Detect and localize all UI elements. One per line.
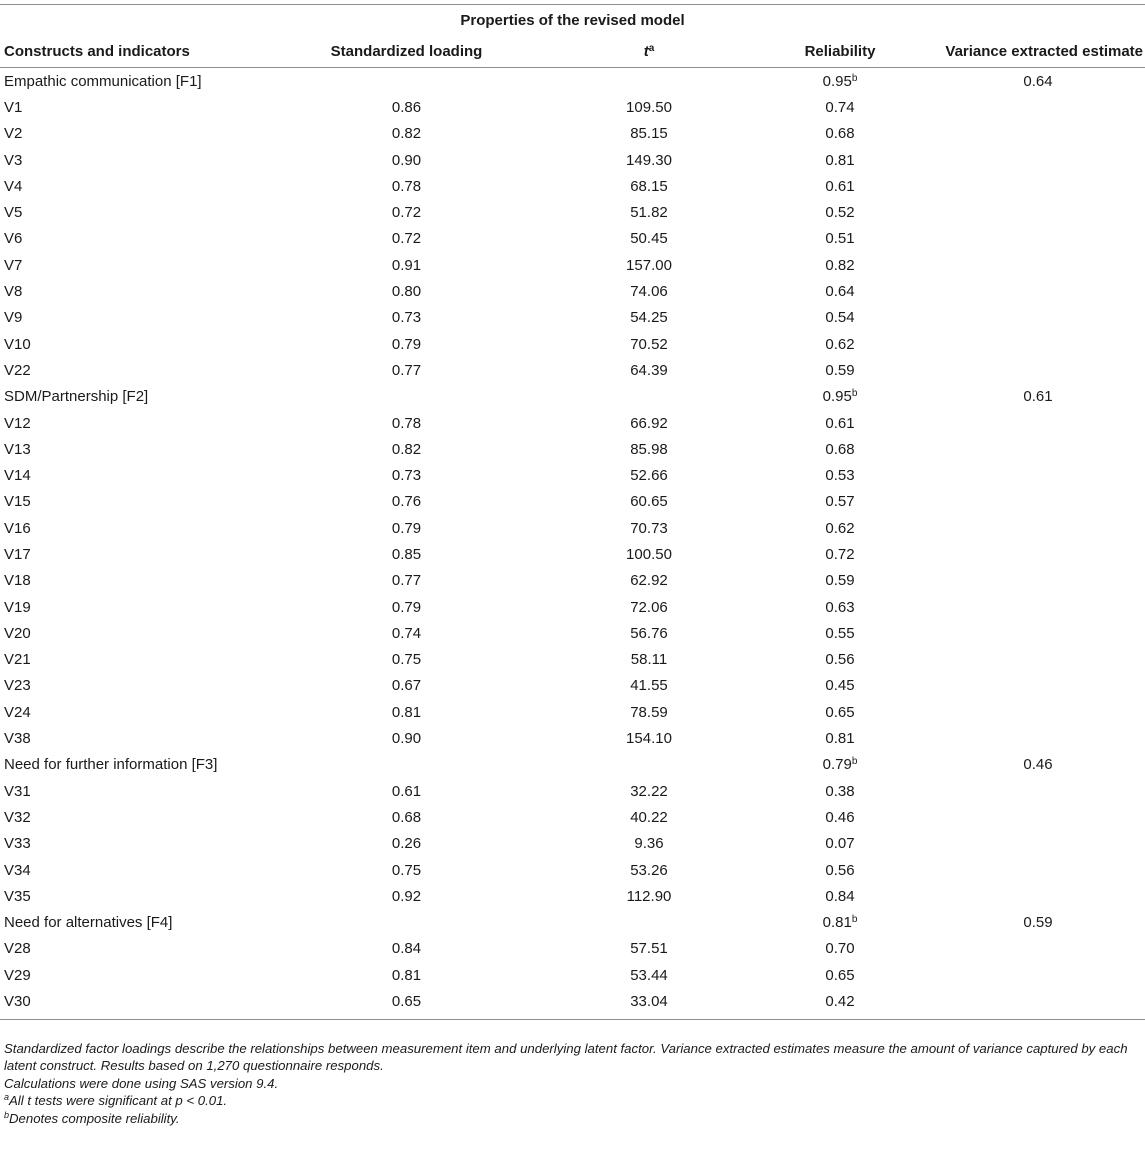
cell-loading: 0.81 [391,966,422,984]
cell-loading: 0.73 [391,309,422,327]
cell-variance [931,305,1145,331]
reliability-value: 0.52 [825,204,855,222]
indicator-row [0,252,1145,278]
cell-t: 50.45 [630,230,668,248]
cell-loading: 0.85 [391,545,422,563]
indicator-row [0,647,1145,673]
indicator-row [0,199,1145,225]
cell-reliability [749,725,931,751]
cell-reliability [749,384,931,410]
cell-variance [931,410,1145,436]
cell-variance [931,988,1145,1019]
cell-t: 9.36 [634,835,664,853]
cell-loading: 0.74 [391,624,422,642]
cell-t [549,384,749,410]
cell-loading [264,752,549,778]
cell-loading: 0.79 [391,335,422,353]
cell-reliability [749,883,931,909]
cell-loading [264,68,549,95]
indicator-row [0,436,1145,462]
cell-t: 72.06 [630,598,668,616]
reliability-value: 0.84 [825,887,855,905]
indicator-row [0,121,1145,147]
cell-t: 62.92 [630,572,668,590]
cell-variance [931,568,1145,594]
indicator-row [0,988,1145,1019]
cell-t: 40.22 [630,808,668,826]
indicator-row [0,936,1145,962]
indicator-row [0,778,1145,804]
cell-variance [931,278,1145,304]
reliability-footnote-marker: b [851,914,858,926]
cell-loading: 0.79 [391,598,422,616]
cell-variance: 0.64 [1023,72,1053,90]
cell-t: 85.15 [630,125,668,143]
reliability-footnote-marker: b [851,388,858,400]
cell-variance [931,962,1145,988]
indicator-row [0,226,1145,252]
cell-label: V12 [4,414,31,432]
reliability-value: 0.64 [825,283,855,301]
cell-reliability [749,252,931,278]
cell-reliability [749,647,931,673]
cell-variance [931,620,1145,646]
header-variance: Variance extracted estimate [931,35,1145,68]
reliability-value: 0.82 [825,256,855,274]
footnote-a [4,1092,1142,1109]
reliability-value: 0.07 [825,835,855,853]
cell-t: 64.39 [630,361,668,379]
cell-loading: 0.26 [391,835,422,853]
cell-reliability [749,331,931,357]
indicator-row [0,962,1145,988]
reliability-value: 0.70 [825,940,855,958]
cell-variance [931,199,1145,225]
cell-loading: 0.78 [391,177,422,195]
footnote-a-text: All t tests were significant at p < 0.01. [9,1093,228,1109]
cell-label: Need for alternatives [F4] [4,914,173,932]
cell-reliability [749,778,931,804]
cell-variance [931,804,1145,830]
cell-t: 56.76 [630,624,668,642]
indicator-row [0,410,1145,436]
cell-variance [931,778,1145,804]
reliability-footnote-marker: b [851,756,858,768]
cell-reliability [749,436,931,462]
cell-label: V15 [4,493,31,511]
cell-variance [931,673,1145,699]
cell-reliability [749,831,931,857]
cell-loading: 0.92 [391,887,422,905]
cell-loading: 0.72 [391,230,422,248]
cell-t: 100.50 [626,545,672,563]
cell-label: V4 [4,177,23,195]
cell-reliability [749,147,931,173]
indicator-row [0,357,1145,383]
cell-label: V18 [4,572,31,590]
cell-variance [931,831,1145,857]
cell-reliability [749,68,931,95]
cell-variance [931,699,1145,725]
table-header-row [0,35,1145,68]
cell-t: 52.66 [630,467,668,485]
cell-variance [931,647,1145,673]
cell-label: V28 [4,940,31,958]
cell-reliability [749,226,931,252]
cell-reliability [749,515,931,541]
indicator-row [0,278,1145,304]
reliability-value: 0.79 [822,756,852,774]
cell-t: 53.44 [630,966,668,984]
cell-t [549,910,749,936]
construct-row [0,384,1145,410]
cell-t: 41.55 [630,677,668,695]
cell-variance [931,725,1145,751]
cell-label: V17 [4,545,31,563]
cell-loading: 0.91 [391,256,422,274]
table-title: Properties of the revised model [0,5,1145,36]
cell-variance [931,173,1145,199]
cell-reliability [749,94,931,120]
indicator-row [0,725,1145,751]
cell-label: V10 [4,335,31,353]
cell-loading: 0.68 [391,808,422,826]
header-t-label: t [643,42,649,60]
indicator-row [0,331,1145,357]
indicator-row [0,594,1145,620]
cell-label: V9 [4,309,23,327]
cell-t: 112.90 [626,887,672,905]
cell-loading: 0.84 [391,940,422,958]
indicator-row [0,173,1145,199]
reliability-value: 0.63 [825,598,855,616]
cell-variance [931,462,1145,488]
cell-t: 57.51 [630,940,668,958]
header-constructs: Constructs and indicators [0,35,264,68]
cell-label: V30 [0,988,264,1019]
cell-loading: 0.76 [391,493,422,511]
revised-model-table [0,4,1145,1020]
cell-variance [931,883,1145,909]
cell-loading: 0.79 [391,519,422,537]
reliability-footnote-marker: b [851,72,858,84]
cell-label: V13 [4,440,31,458]
results-table-container [0,4,1145,1020]
cell-reliability [749,489,931,515]
indicator-row [0,305,1145,331]
cell-label: V23 [4,677,31,695]
cell-reliability [749,357,931,383]
cell-variance: 0.61 [1023,388,1053,406]
cell-reliability [749,278,931,304]
cell-variance [931,147,1145,173]
cell-variance [931,436,1145,462]
cell-loading: 0.78 [391,414,422,432]
header-reliability: Reliability [749,35,931,68]
footnote-b [4,1110,1142,1127]
cell-loading: 0.61 [391,782,422,800]
cell-label: V35 [4,887,31,905]
cell-reliability [749,962,931,988]
reliability-value: 0.53 [825,467,855,485]
cell-t: 74.06 [630,283,668,301]
cell-reliability [749,804,931,830]
reliability-value: 0.42 [825,993,855,1011]
cell-loading: 0.65 [264,988,549,1019]
cell-reliability [749,699,931,725]
indicator-row [0,541,1145,567]
cell-label: V2 [4,125,23,143]
cell-loading: 0.82 [391,440,422,458]
indicator-row [0,489,1145,515]
cell-loading: 0.82 [391,125,422,143]
cell-t: 33.04 [549,988,749,1019]
table-footnotes [4,1040,1142,1127]
cell-loading: 0.73 [391,467,422,485]
reliability-value: 0.56 [825,651,855,669]
indicator-row [0,94,1145,120]
indicator-row [0,673,1145,699]
cell-label: V34 [4,861,31,879]
construct-row [0,910,1145,936]
reliability-value: 0.46 [825,808,855,826]
cell-t: 149.30 [626,151,672,169]
cell-loading: 0.90 [391,151,422,169]
cell-t: 78.59 [630,703,668,721]
cell-reliability [749,936,931,962]
reliability-value: 0.57 [825,493,855,511]
cell-reliability [749,752,931,778]
cell-label: V21 [4,651,31,669]
cell-label: V33 [4,835,31,853]
cell-variance: 0.59 [1023,914,1053,932]
cell-label: V7 [4,256,23,274]
cell-loading: 0.67 [391,677,422,695]
cell-label: Empathic communication [F1] [4,72,202,90]
indicator-row [0,147,1145,173]
indicator-row [0,831,1145,857]
reliability-value: 0.68 [825,125,855,143]
cell-label: V19 [4,598,31,616]
cell-label: V16 [4,519,31,537]
cell-reliability [749,568,931,594]
reliability-value: 0.62 [825,519,855,537]
reliability-value: 0.95 [822,72,852,90]
footnote-description: Standardized factor loadings describe the relationships between measurement item and underlying latent factor. Variance extracted estimates measure the amount of variance captured by each latent construct. Results based on 1,270 questionnaire responds. [4,1041,1128,1074]
cell-t: 85.98 [630,440,668,458]
reliability-value: 0.59 [825,572,855,590]
cell-loading [264,384,549,410]
cell-label: V5 [4,204,23,222]
cell-reliability [749,173,931,199]
cell-loading: 0.75 [391,861,422,879]
indicator-row [0,568,1145,594]
cell-t: 51.82 [630,204,668,222]
reliability-value: 0.74 [825,98,855,116]
cell-loading: 0.75 [391,651,422,669]
cell-variance [931,936,1145,962]
header-t [549,35,749,68]
reliability-value: 0.56 [825,861,855,879]
reliability-value: 0.81 [825,151,855,169]
reliability-value: 0.68 [825,440,855,458]
cell-t: 68.15 [630,177,668,195]
cell-t: 70.52 [630,335,668,353]
cell-variance [931,489,1145,515]
cell-loading: 0.72 [391,204,422,222]
cell-loading: 0.77 [391,361,422,379]
cell-variance [931,94,1145,120]
reliability-value: 0.54 [825,309,855,327]
cell-t: 54.25 [630,309,668,327]
cell-reliability [749,462,931,488]
indicator-row [0,462,1145,488]
cell-label: V6 [4,230,23,248]
cell-label: V14 [4,467,31,485]
indicator-row [0,883,1145,909]
indicator-row [0,620,1145,646]
cell-loading: 0.86 [391,98,422,116]
cell-variance [931,121,1145,147]
cell-t: 109.50 [626,98,672,116]
cell-t: 60.65 [630,493,668,511]
cell-variance [931,594,1145,620]
table-body [0,68,1145,1020]
cell-variance [931,252,1145,278]
reliability-value: 0.38 [825,782,855,800]
cell-label: V1 [4,98,23,116]
cell-loading: 0.81 [391,703,422,721]
cell-t: 157.00 [626,256,672,274]
reliability-value: 0.59 [825,361,855,379]
header-loading: Standardized loading [264,35,549,68]
footnote-b-text: Denotes composite reliability. [9,1110,180,1126]
reliability-value: 0.81 [822,914,852,932]
reliability-value: 0.65 [825,966,855,984]
cell-loading: 0.90 [391,730,422,748]
reliability-value: 0.61 [825,177,855,195]
cell-loading: 0.77 [391,572,422,590]
cell-variance [931,331,1145,357]
indicator-row [0,699,1145,725]
reliability-value: 0.45 [825,677,855,695]
cell-t: 154.10 [626,730,672,748]
reliability-value: 0.61 [825,414,855,432]
footnote-b-marker: b [4,1109,10,1120]
cell-label: V22 [4,361,31,379]
cell-reliability [749,988,931,1019]
indicator-row [0,804,1145,830]
construct-row [0,752,1145,778]
cell-label: V8 [4,283,23,301]
cell-loading [264,910,549,936]
cell-reliability [749,121,931,147]
reliability-value: 0.65 [825,703,855,721]
reliability-value: 0.81 [825,730,855,748]
footnote-software: Calculations were done using SAS version 9.4. [4,1075,279,1091]
reliability-value: 0.51 [825,230,855,248]
cell-variance [931,515,1145,541]
cell-variance: 0.46 [1023,756,1053,774]
cell-t: 70.73 [630,519,668,537]
reliability-value: 0.95 [822,388,852,406]
indicator-row [0,515,1145,541]
cell-label: SDM/Partnership [F2] [4,388,149,406]
reliability-value: 0.72 [825,545,855,563]
cell-reliability [749,620,931,646]
cell-label: V20 [4,624,31,642]
cell-label: V3 [4,151,23,169]
cell-variance [931,226,1145,252]
cell-reliability [749,541,931,567]
cell-label: V29 [4,966,31,984]
cell-label: V32 [4,808,31,826]
cell-variance [931,857,1145,883]
cell-t: 66.92 [630,414,668,432]
cell-reliability [749,305,931,331]
cell-label: Need for further information [F3] [4,756,218,774]
indicator-row [0,857,1145,883]
cell-reliability [749,410,931,436]
cell-t: 32.22 [630,782,668,800]
cell-label: V24 [4,703,31,721]
cell-reliability [749,857,931,883]
cell-variance [931,357,1145,383]
header-t-sup: a [648,42,655,54]
reliability-value: 0.55 [825,624,855,642]
cell-variance [931,541,1145,567]
cell-t: 53.26 [630,861,668,879]
construct-row [0,68,1145,95]
footnote-a-marker: a [4,1092,10,1103]
cell-t [549,752,749,778]
reliability-value: 0.62 [825,335,855,353]
cell-reliability [749,199,931,225]
cell-label: V38 [4,730,31,748]
cell-t: 58.11 [630,651,668,669]
cell-reliability [749,673,931,699]
cell-label: V31 [4,782,31,800]
cell-loading: 0.80 [391,283,422,301]
cell-t [549,68,749,95]
cell-reliability [749,594,931,620]
cell-reliability [749,910,931,936]
